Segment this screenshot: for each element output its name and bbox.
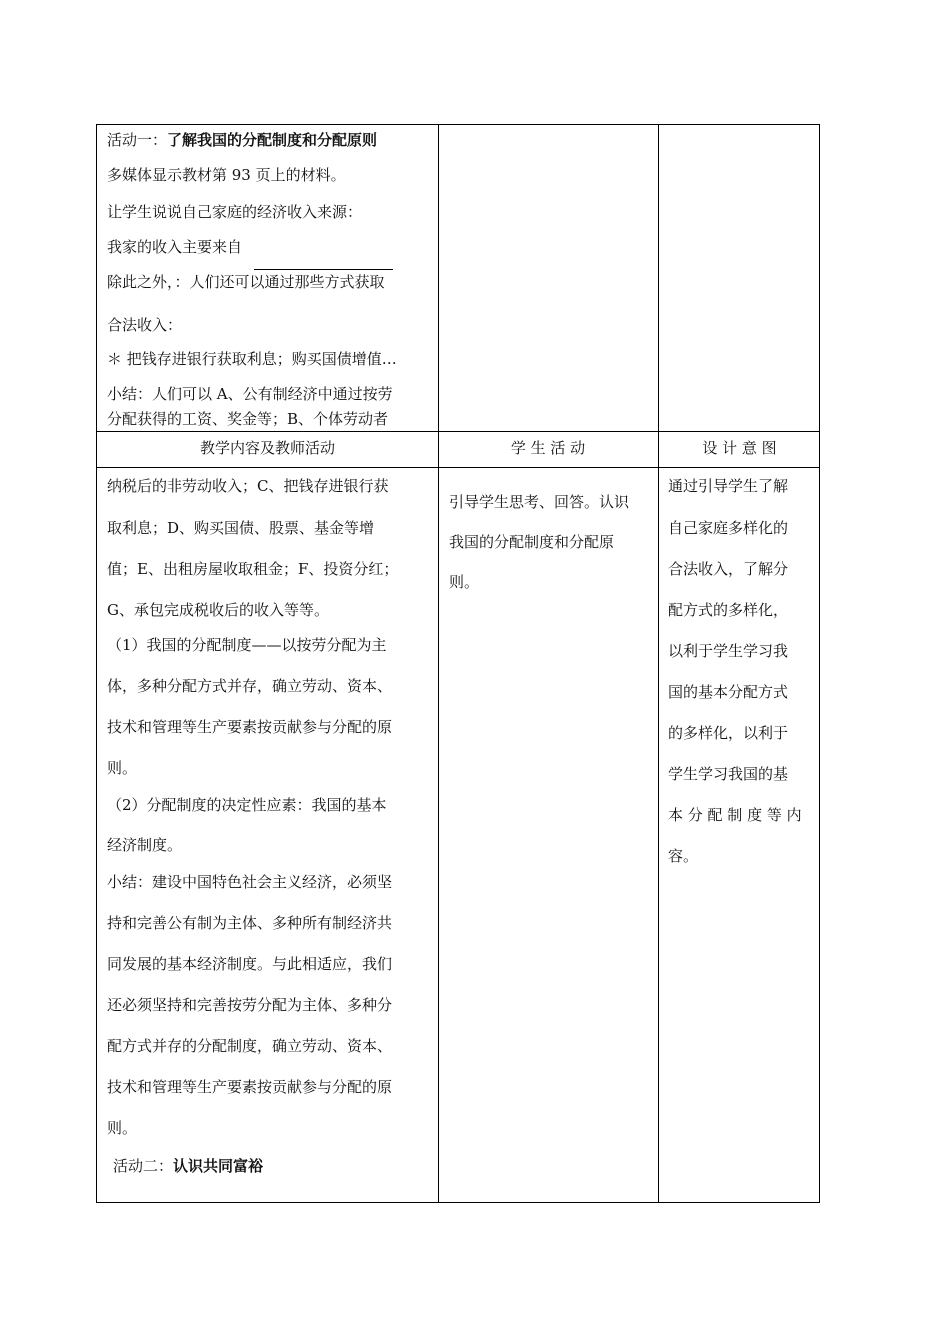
text-line: 小结：人们可以 A、公有制经济中通过按劳: [107, 385, 393, 403]
text-line: 体，多种分配方式并存，确立劳动、资本、: [107, 677, 393, 695]
text-line: 引导学生思考、回答。认识: [449, 493, 630, 511]
text-line: 学生学习我国的基: [668, 765, 789, 783]
activity2-prefix: 活动二：: [113, 1157, 174, 1175]
text-line: 技术和管理等生产要素按贡献参与分配的原: [107, 1078, 393, 1096]
design-intent-cell: [658, 467, 821, 1204]
text-line: 取利息；D、购买国债、股票、基金等增: [107, 519, 375, 537]
text-line: 本 分 配 制 度 等 内: [668, 806, 802, 824]
activity2-title: 认识共同富裕: [173, 1157, 264, 1175]
text-line: （2）分配制度的决定性应素：我国的基本: [107, 796, 387, 814]
text-line: 小结：建设中国特色社会主义经济，必须坚: [107, 873, 393, 891]
text-line: 的多样化，以利于: [668, 724, 789, 742]
text-line: 我家的收入主要来自: [107, 238, 243, 256]
text-line: 配方式的多样化，: [668, 601, 789, 619]
text-line: 分配获得的工资、奖金等；B、个体劳动者: [107, 410, 389, 428]
top-left-cell: [97, 125, 438, 431]
text-line: 则。: [107, 1119, 138, 1137]
text-line: 合法收入，了解分: [668, 560, 789, 578]
text-line: 多媒体显示教材第 93 页上的材料。: [107, 166, 346, 184]
lesson-table: [96, 124, 820, 1203]
activity1-heading: [107, 129, 377, 150]
header-design-intent: 设 计 意 图: [702, 439, 777, 457]
text-line: 通过引导学生了解: [668, 477, 789, 495]
text-line: 国的基本分配方式: [668, 683, 789, 701]
text-line: G、承包完成税收后的收入等等。: [107, 601, 329, 619]
fill-in-blank-line: [254, 269, 393, 270]
text-line: 持和完善公有制为主体、多种所有制经济共: [107, 914, 393, 932]
text-line: 除此之外，：人们还可以通过那些方式获取: [107, 273, 385, 291]
text-line: （1）我国的分配制度——以按劳分配为主: [107, 636, 387, 654]
header-teacher-activity: 教学内容及教师活动: [199, 439, 335, 457]
text-line: 以利于学生学习我: [668, 642, 789, 660]
text-line: 我国的分配制度和分配原: [449, 533, 615, 551]
text-line: 值；E、出租房屋收取租金；F、投资分红；: [107, 560, 399, 578]
text-line: 配方式并存的分配制度，确立劳动、资本、: [107, 1037, 393, 1055]
student-activity-cell: [438, 467, 658, 1204]
text-line: 同发展的基本经济制度。与此相适应，我们: [107, 955, 393, 973]
row-divider-header-top: [97, 431, 819, 432]
text-line: 容。: [668, 847, 699, 865]
text-line: 则。: [107, 759, 138, 777]
activity1-prefix: 活动一：: [107, 131, 168, 149]
text-line: 技术和管理等生产要素按贡献参与分配的原: [107, 718, 393, 736]
text-line: 自己家庭多样化的: [668, 519, 789, 537]
text-line: 纳税后的非劳动收入；C、把钱存进银行获: [107, 477, 389, 495]
header-student-activity: 学 生 活 动: [510, 439, 586, 457]
activity1-title: 了解我国的分配制度和分配原则: [167, 131, 378, 149]
text-line: 让学生说说自己家庭的经济收入来源：: [107, 203, 363, 221]
text-line: ＊ 把钱存进银行获取利息；购买国债增值…: [107, 350, 397, 368]
activity2-heading: [113, 1155, 263, 1176]
text-line: 经济制度。: [107, 836, 183, 854]
text-line: 还必须坚持和完善按劳分配为主体、多种分: [107, 996, 393, 1014]
teacher-content-cell: [97, 467, 438, 1204]
text-line: 合法收入：: [107, 316, 183, 334]
text-line: 则。: [449, 573, 480, 591]
